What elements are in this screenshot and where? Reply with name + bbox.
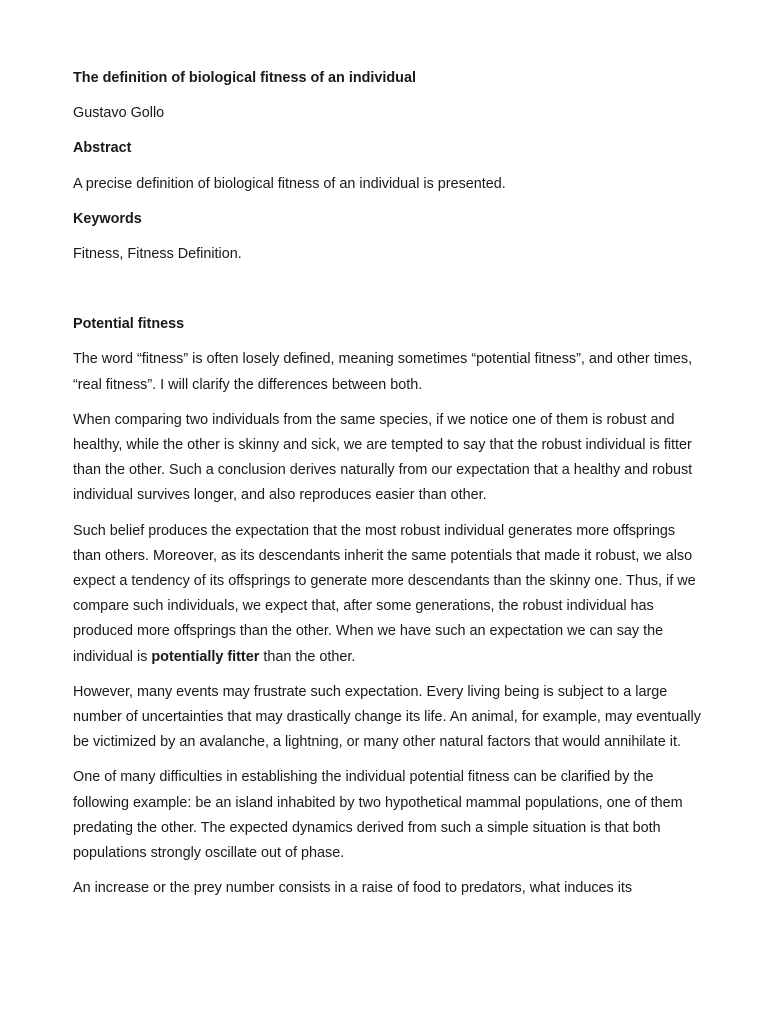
abstract-text: A precise definition of biological fitness of an individual is presented. xyxy=(73,175,506,192)
keywords-text: Fitness, Fitness Definition. xyxy=(73,246,242,263)
paragraph: However, many events may frustrate such expectation. Every living being is subject to a large number of uncertainties that may drastically change its life. An animal, for example, may eventually be victimized by an avalanche, a lightning, or many other natural factors that would annihilate it. xyxy=(73,683,701,751)
section-heading: Potential fitness xyxy=(73,316,185,333)
paragraph: An increase or the prey number consists in a raise of food to predators, what induces its xyxy=(73,880,633,897)
paragraph-text: than the other. xyxy=(259,648,356,665)
emphasis-text: potentially fitter xyxy=(151,648,260,665)
section-gap xyxy=(73,277,705,312)
paragraph: The word “fitness” is often losely defined, meaning sometimes “potential fitness”, and other times, “real fitness”. I will clarify the differences between both. xyxy=(73,351,693,393)
document-title: The definition of biological fitness of an individual xyxy=(73,70,416,86)
abstract-heading: Abstract xyxy=(73,140,132,157)
document-page xyxy=(73,66,705,911)
paragraph: When comparing two individuals from the same species, if we notice one of them is robust and healthy, while the other is skinny and sick, we are tempted to say that the robust individual is fitter than the other. Such a conclusion derives naturally from our expectation that a healthy and robust individual survives longer, and also reproduces easier than other. xyxy=(73,411,693,504)
document-author: Gustavo Gollo xyxy=(73,105,165,122)
paragraph: One of many difficulties in establishing the individual potential fitness can be clarified by the following example: be an island inhabited by two hypothetical mammal populations, one of them predating the other. The expected dynamics derived from such a simple situation is that both populations strongly oscillate out of phase. xyxy=(73,769,683,862)
paragraph-text: Such belief produces the expectation that the most robust individual generates more offsprings than others. Moreover, as its descendants inherit the same potentials that made it robust, we also expect a tendency of its offsprings to generate more descendants than the skinny one. Thus, if we compare such individuals, we expect that, after some generations, the robust individual has produced more offsprings than the other. When we have such an expectation we can say the individual is xyxy=(73,522,696,665)
keywords-heading: Keywords xyxy=(73,210,142,227)
paragraph xyxy=(73,519,705,670)
